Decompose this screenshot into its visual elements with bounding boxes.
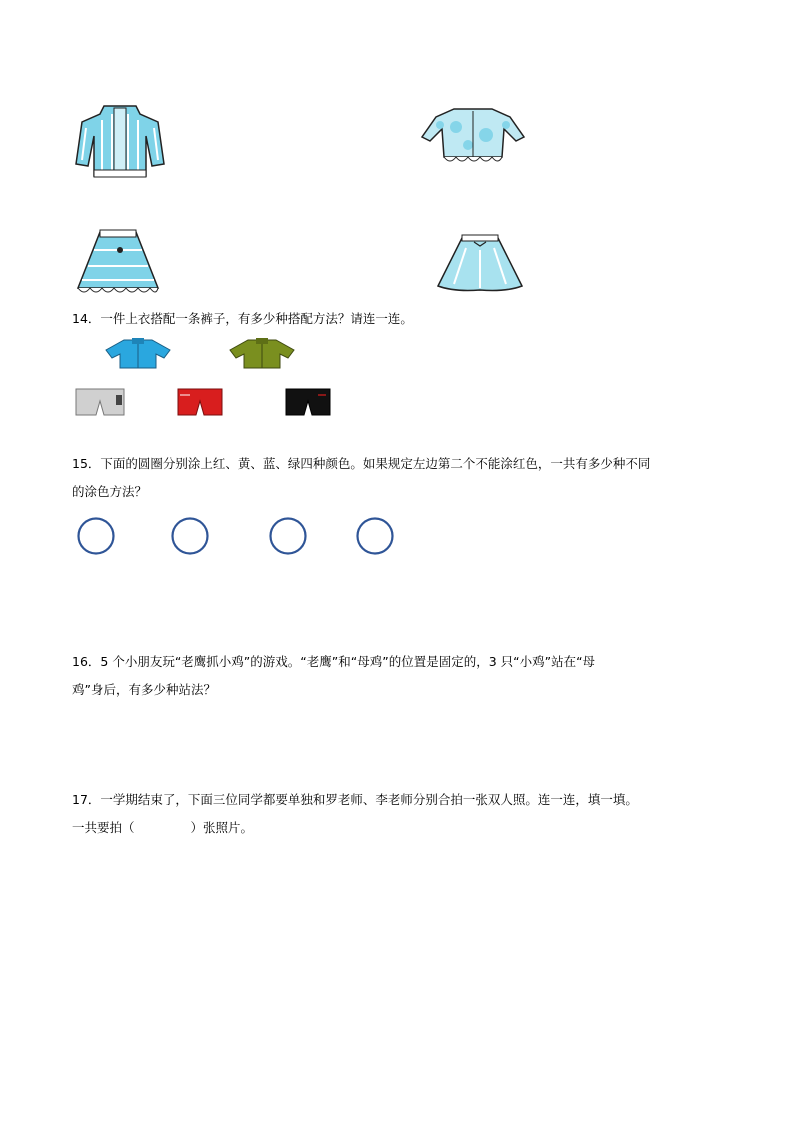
green-jacket-image: [228, 338, 296, 370]
color-circle-3: [268, 516, 308, 556]
color-circle-4: [355, 516, 395, 556]
question-16-line1: 16．5 个小朋友玩“老鹰抓小鸡”的游戏。“老鹰”和“母鸡”的位置是固定的，3 只“小鸡”站在“母: [72, 654, 596, 669]
question-17-line2: [72, 814, 722, 842]
question-17-line1: 17．一学期结束了，下面三位同学都要单独和罗老师、李老师分别合拍一张双人照。连一连，填一填。: [72, 792, 638, 807]
black-pants-image: [284, 387, 332, 417]
question-15-line1: 15．下面的圆圈分别涂上红、黄、蓝、绿四种颜色。如果规定左边第二个不能涂红色，一共有多少种不同: [72, 456, 651, 471]
tiered-skirt-image: [74, 228, 162, 298]
blue-jacket-image: [104, 338, 172, 370]
grey-pants-image: [74, 387, 126, 417]
question-17-prefix: 一共要拍（: [72, 820, 135, 835]
sweater-image: [74, 100, 166, 182]
cardigan-image: [420, 105, 526, 167]
red-pants-image: [176, 387, 224, 417]
question-14: 14．一件上衣搭配一条裤子，有多少种搭配方法？请连一连。: [72, 311, 413, 326]
flared-skirt-image: [434, 232, 526, 294]
question-17-suffix: ）张照片。: [190, 820, 254, 835]
question-16-line2: 鸡”身后，有多少种站法？: [72, 682, 216, 697]
color-circle-2: [170, 516, 210, 556]
question-15-line2: 的涂色方法？: [72, 484, 148, 499]
color-circle-1: [76, 516, 116, 556]
